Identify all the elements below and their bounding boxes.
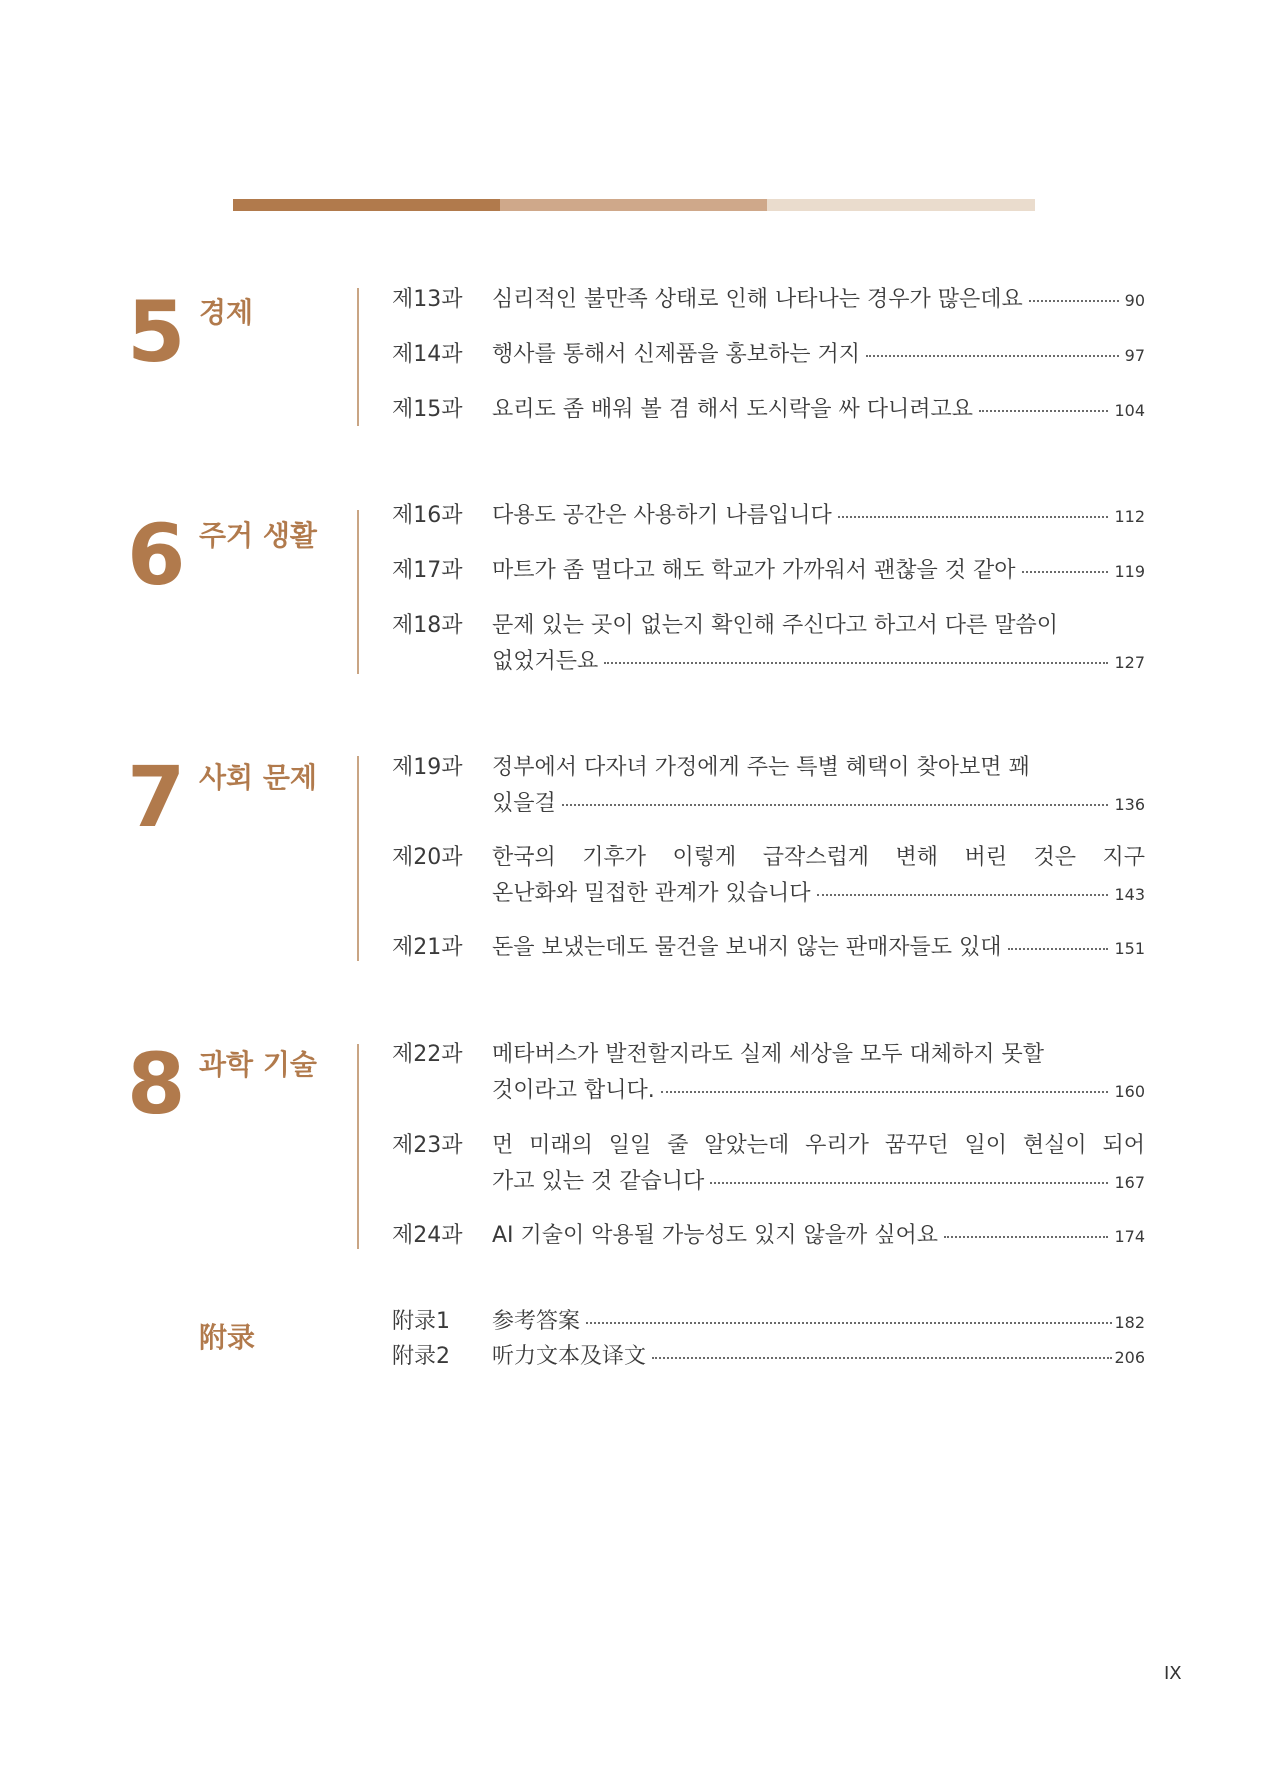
lesson-title: 돈을 보냈는데도 물건을 보내지 않는 판매자들도 있대 [492,935,1002,960]
unit-number: 7 [127,748,186,846]
lesson-label: 제23과 [392,1133,463,1158]
lesson-label: 제19과 [392,755,463,780]
lesson-title-line: 정부에서 다자녀 가정에게 주는 특별 혜택이 찾아보면 꽤 [492,755,1030,780]
page-ref: 206 [1114,1348,1145,1367]
lesson-title: 없었거든요 [492,649,599,674]
unit-divider [357,756,359,961]
lesson-title: 있을걸 [492,791,556,816]
lesson-title: 마트가 좀 멀다고 해도 학교가 가까워서 괜찮을 것 같아 [492,558,1016,583]
unit-divider [357,510,359,674]
page-ref: 127 [1114,653,1145,672]
header-bar-segment-1 [233,199,500,211]
lesson-title: 행사를 통해서 신제품을 홍보하는 거지 [492,342,861,367]
appendix-label: 附录1 [392,1309,450,1334]
lesson-title-line: 문제 있는 곳이 없는지 확인해 주신다고 하고서 다른 말씀이 [492,613,1058,638]
page-ref: 104 [1114,401,1145,420]
page-ref: 90 [1124,291,1145,310]
unit-number: 8 [127,1035,186,1133]
page-ref: 112 [1114,507,1145,526]
lesson-title-line: 먼 미래의 일일 줄 알았는데 우리가 꿈꾸던 일이 현실이 되어 [492,1133,1145,1158]
lesson-label: 제24과 [392,1223,463,1248]
unit-divider [357,288,359,426]
lesson-label: 제20과 [392,845,463,870]
page-ref: 119 [1114,562,1145,581]
lesson-label: 제15과 [392,397,463,422]
unit-title: 주거 생활 [199,519,317,552]
header-bar-segment-3 [767,199,1035,211]
lesson-label: 제14과 [392,342,463,367]
lesson-label: 제17과 [392,558,463,583]
page-ref: 151 [1114,939,1145,958]
unit-divider [357,1044,359,1249]
lesson-title-line: 한국의 기후가 이렇게 급작스럽게 변해 버린 것은 지구 [492,845,1145,870]
appendix-text: 听力文本及译文 [492,1344,647,1369]
lesson-title-line: 메타버스가 발전할지라도 실제 세상을 모두 대체하지 못할 [492,1042,1045,1067]
lesson-title: 온난화와 밀접한 관계가 있습니다 [492,881,811,906]
appendix-title: 附录 [199,1321,256,1354]
lesson-label: 제13과 [392,287,463,312]
lesson-label: 제16과 [392,503,463,528]
appendix-label: 附录2 [392,1344,450,1369]
appendix-text: 参考答案 [492,1309,581,1334]
page-ref: 182 [1114,1313,1145,1332]
lesson-title: 가고 있는 것 같습니다 [492,1169,705,1194]
lesson-title: 것이라고 합니다. [492,1078,655,1103]
lesson-title: 심리적인 불만족 상태로 인해 나타나는 경우가 많은데요 [492,287,1023,312]
page-ref: 136 [1114,795,1145,814]
page-ref: 143 [1114,885,1145,904]
unit-title: 사회 문제 [199,761,317,794]
header-bar-segment-2 [500,199,767,211]
lesson-label: 제21과 [392,935,463,960]
page-ref: 174 [1114,1227,1145,1246]
lesson-title: AI 기술이 악용될 가능성도 있지 않을까 싶어요 [492,1223,939,1248]
lesson-title: 다용도 공간은 사용하기 나름입니다 [492,503,832,528]
page-number: IX [1164,1663,1182,1684]
unit-title: 경제 [199,296,254,329]
lesson-label: 제18과 [392,613,463,638]
lesson-label: 제22과 [392,1042,463,1067]
page-ref: 160 [1114,1082,1145,1101]
page-ref: 97 [1124,346,1145,365]
unit-number: 5 [127,283,186,381]
unit-number: 6 [127,506,186,604]
lesson-title: 요리도 좀 배워 볼 겸 해서 도시락을 싸 다니려고요 [492,397,973,422]
page-ref: 167 [1114,1173,1145,1192]
unit-title: 과학 기술 [199,1048,317,1081]
